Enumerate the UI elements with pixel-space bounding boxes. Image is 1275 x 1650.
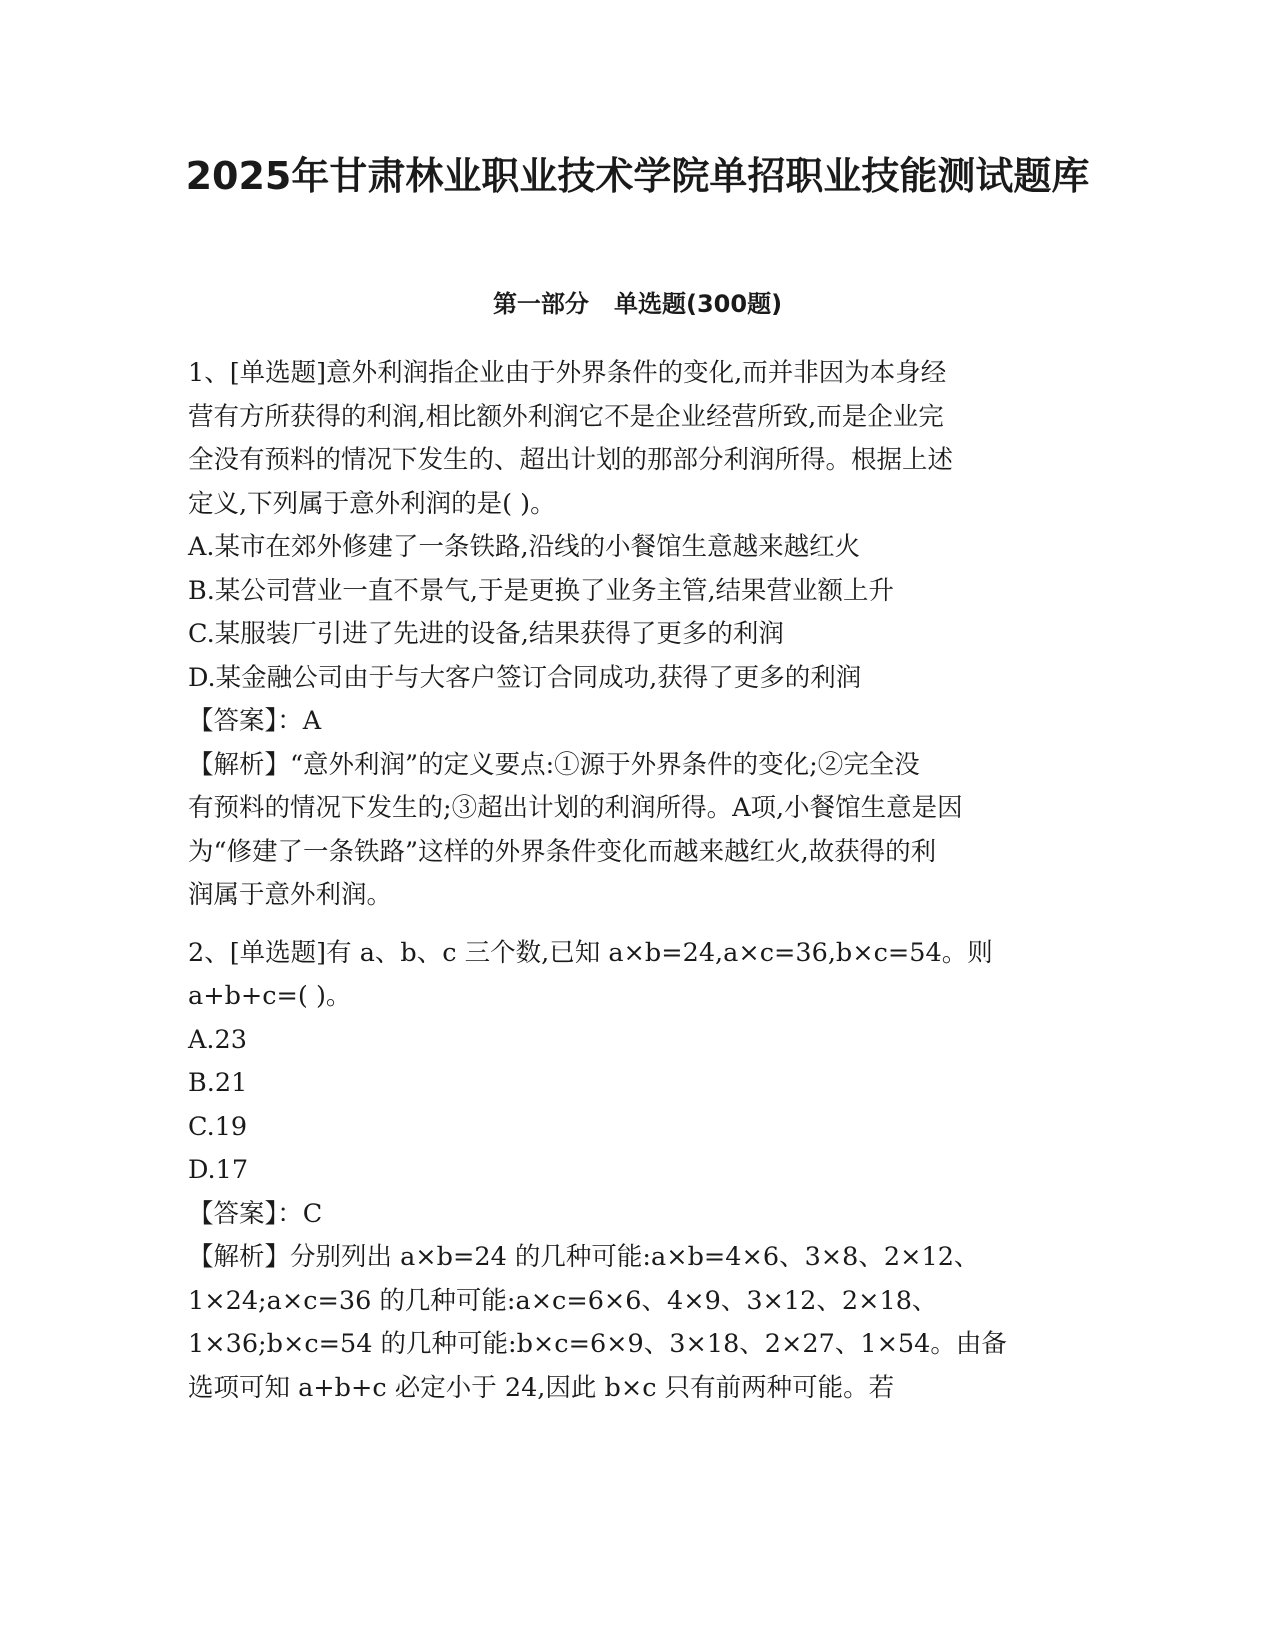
analysis-line: 【解析】“意外利润”的定义要点:①源于外界条件的变化;②完全没 xyxy=(188,749,920,780)
analysis-line: 选项可知 a+b+c 必定小于 24,因此 b×c 只有前两种可能。若 xyxy=(188,1372,895,1403)
option-c: C.19 xyxy=(188,1111,248,1142)
question-stem-line: a+b+c=( )。 xyxy=(188,981,352,1011)
question-2 xyxy=(188,932,1088,1411)
answer-line: 【答案】：C xyxy=(188,1198,323,1229)
document-title: 2025年甘肃林业职业技术学院单招职业技能测试题库 xyxy=(185,154,1090,198)
question-stem-line: 2、[单选题]有 a、b、c 三个数,已知 a×b=24,a×c=36,b×c=54。则 xyxy=(188,937,993,968)
question-1 xyxy=(188,352,1088,918)
option-b: B.某公司营业一直不景气,于是更换了业务主管,结果营业额上升 xyxy=(188,575,895,606)
option-d: D.17 xyxy=(188,1155,249,1185)
analysis-line: 润属于意外利润。 xyxy=(188,880,393,910)
question-stem-line: 营有方所获得的利润,相比额外利润它不是企业经营所致,而是企业完 xyxy=(188,401,944,432)
answer-line: 【答案】：A xyxy=(188,706,322,736)
option-d: D.某金融公司由于与大客户签订合同成功,获得了更多的利润 xyxy=(188,662,862,693)
question-stem-line: 全没有预料的情况下发生的、超出计划的那部分利润所得。根据上述 xyxy=(188,445,954,475)
analysis-line: 为“修建了一条铁路”这样的外界条件变化而越来越红火,故获得的利 xyxy=(188,836,937,867)
analysis-line: 1×36;b×c=54 的几种可能:b×c=6×9、3×18、2×27、1×54。由备 xyxy=(188,1329,1007,1359)
question-stem-line: 定义,下列属于意外利润的是( )。 xyxy=(188,488,556,519)
option-c: C.某服装厂引进了先进的设备,结果获得了更多的利润 xyxy=(188,619,784,649)
analysis-line: 有预料的情况下发生的;③超出计划的利润所得。A项,小餐馆生意是因 xyxy=(188,793,963,823)
analysis-line: 1×24;a×c=36 的几种可能:a×c=6×6、4×9、3×12、2×18、 xyxy=(188,1285,938,1316)
analysis-line: 【解析】分别列出 a×b=24 的几种可能:a×b=4×6、3×8、2×12、 xyxy=(188,1242,980,1272)
section-title: 第一部分 单选题(300题) xyxy=(492,290,783,318)
question-stem-line: 1、[单选题]意外利润指企业由于外界条件的变化,而并非因为本身经 xyxy=(188,358,947,388)
question-list xyxy=(188,352,1088,1410)
option-a: A.23 xyxy=(188,1024,247,1055)
option-a: A.某市在郊外修建了一条铁路,沿线的小餐馆生意越来越红火 xyxy=(188,532,861,562)
option-b: B.21 xyxy=(188,1068,248,1098)
